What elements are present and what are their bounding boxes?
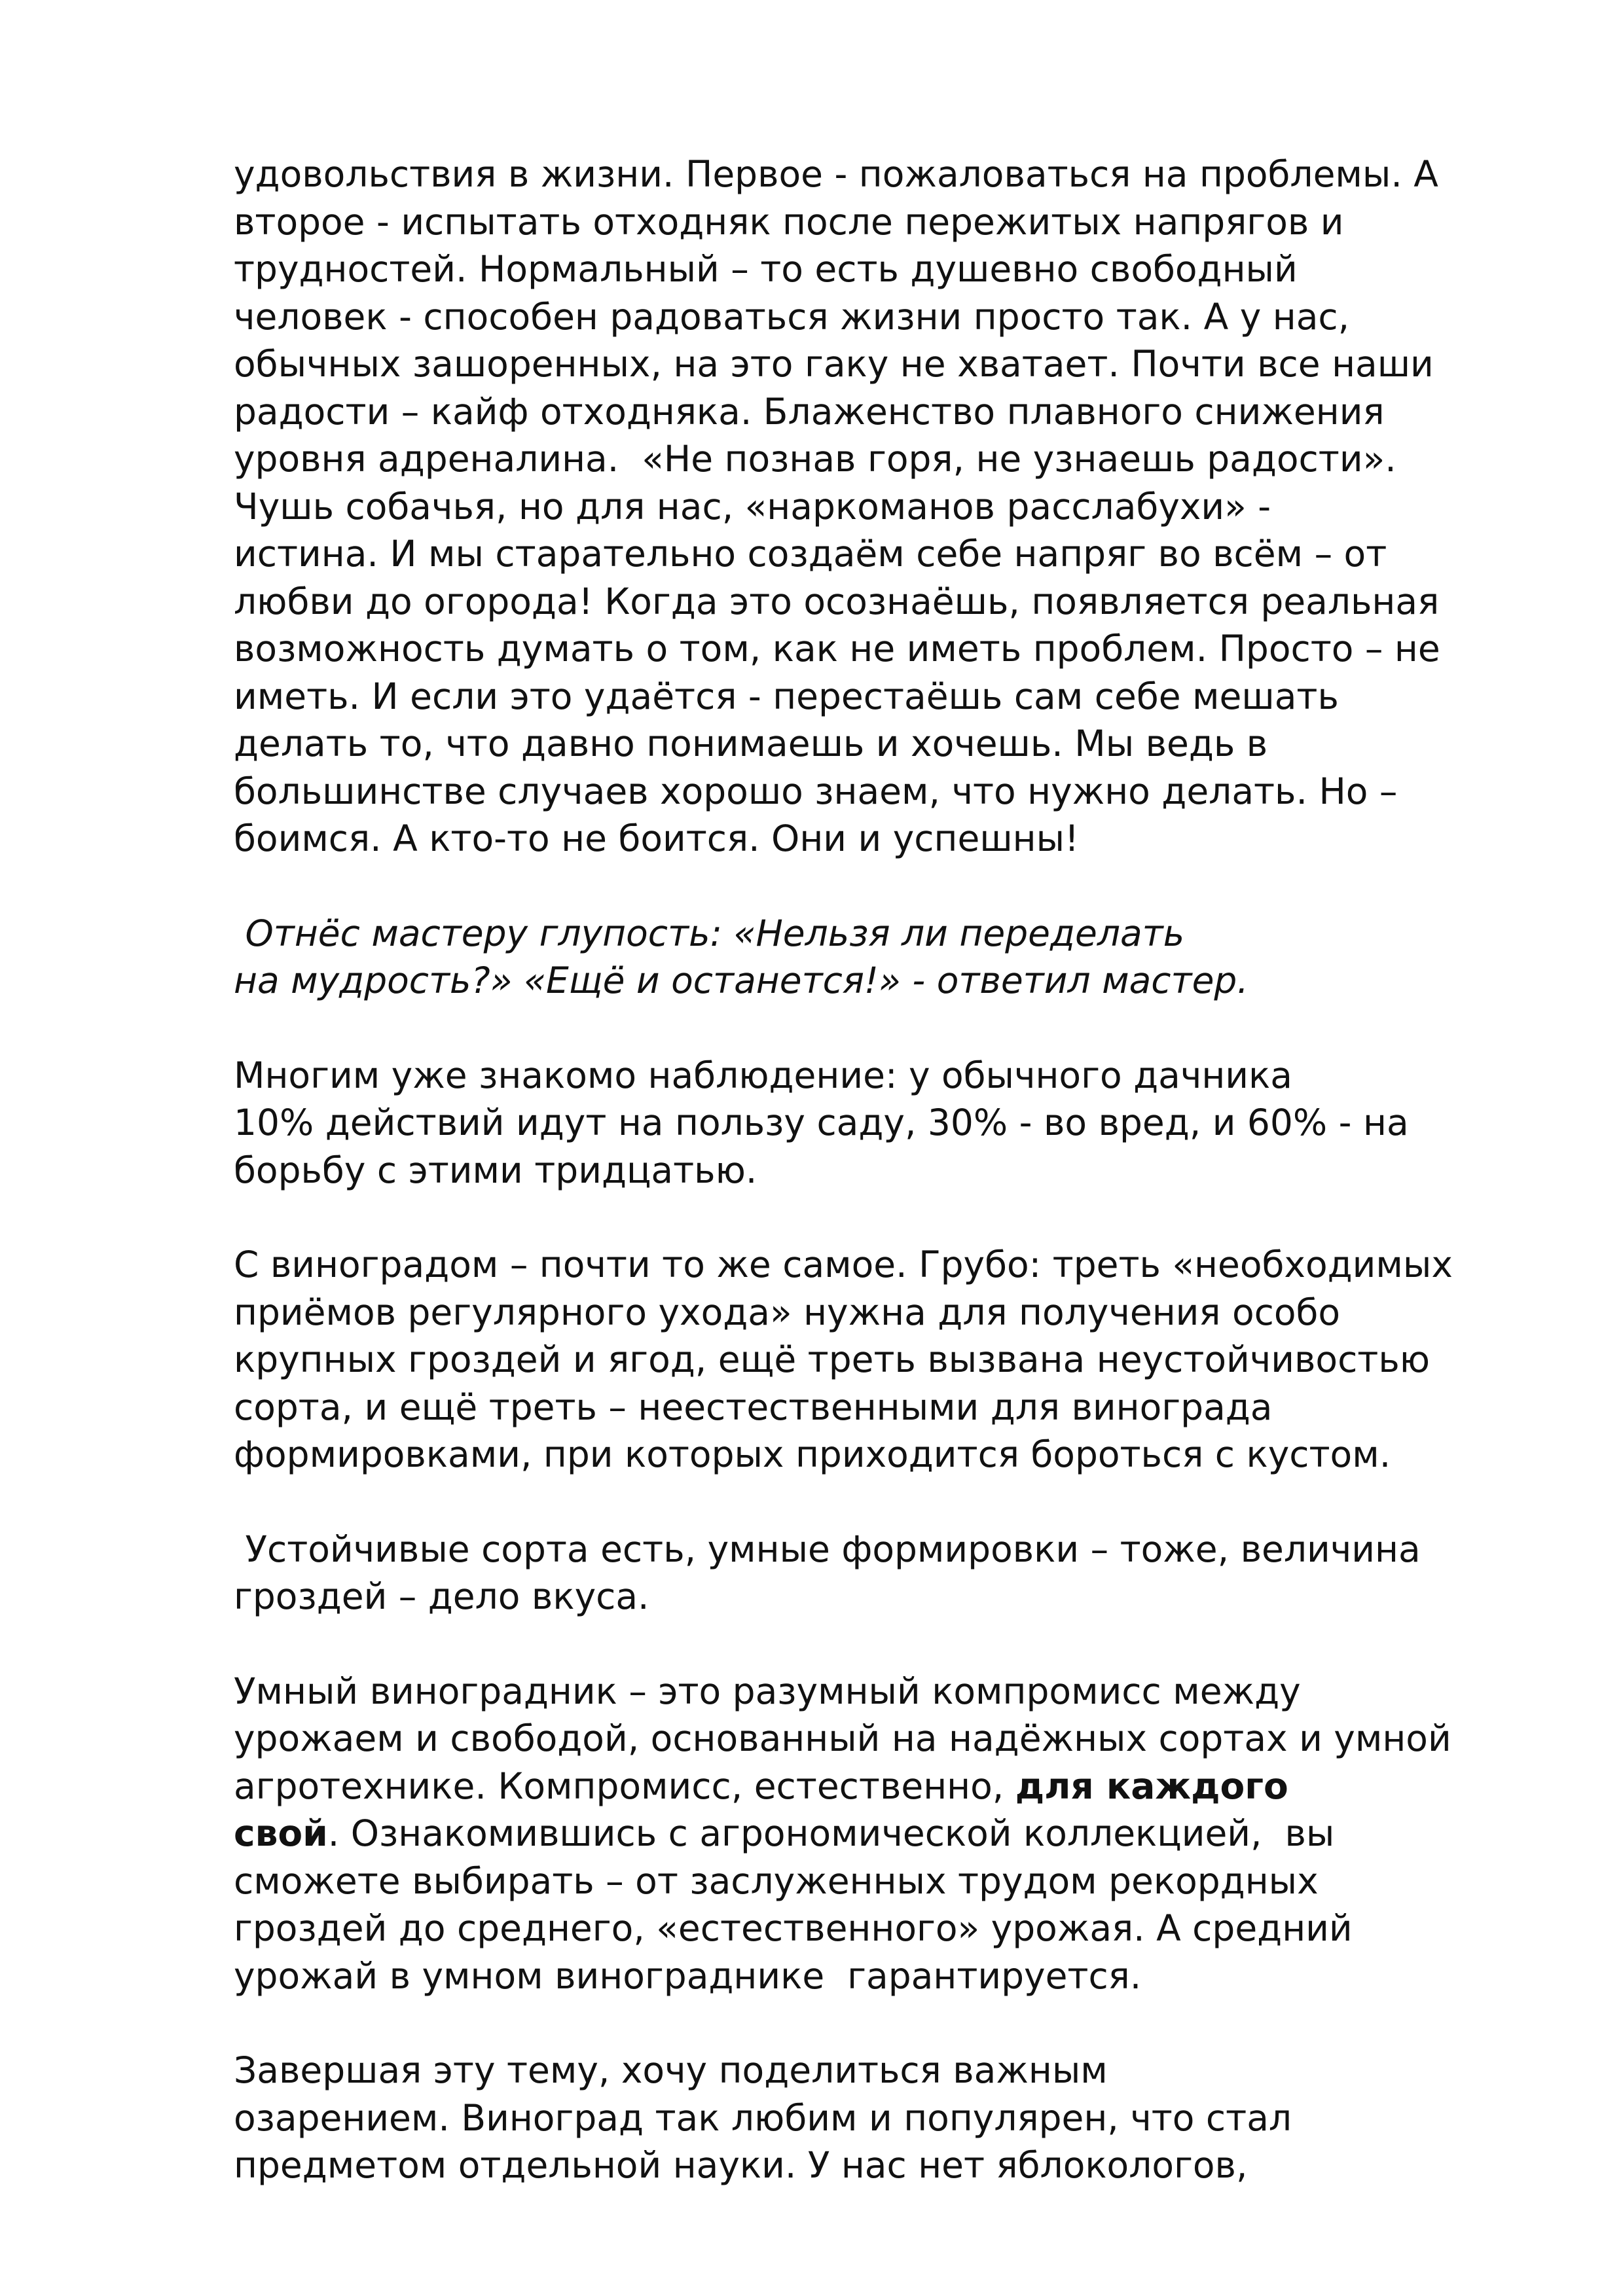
quote-paragraph bbox=[234, 910, 1543, 1005]
text-line: приёмов регулярного ухода» нужна для получения особо bbox=[234, 1291, 1341, 1333]
text-line: формировками, при которых приходится бороться с кустом. bbox=[234, 1433, 1391, 1475]
text-line: Чушь собачья, но для нас, «наркоманов расслабухи» - bbox=[234, 485, 1271, 528]
text-line: истина. И мы старательно создаём себе напряг во всём – от bbox=[234, 533, 1387, 575]
text-line: Умный виноградник – это разумный компромисс между bbox=[234, 1670, 1301, 1712]
text-line: боимся. А кто-то не боится. Они и успешны! bbox=[234, 817, 1080, 859]
text-line: второе - испытать отходняк после пережитых напрягов и bbox=[234, 200, 1344, 243]
text-line: сможете выбирать – от заслуженных трудом рекордных bbox=[234, 1859, 1319, 1902]
text-line: крупных гроздей и ягод, ещё треть вызвана неустойчивостью bbox=[234, 1338, 1431, 1380]
paragraph-1 bbox=[234, 151, 1543, 863]
text-run: агротехнике. Компромисс, естественно, bbox=[234, 1765, 1015, 1807]
paragraph-5 bbox=[234, 1526, 1543, 1621]
emphasis-text: свой bbox=[234, 1812, 328, 1854]
quote-line: на мудрость?» «Ещё и останется!» - ответил мастер. bbox=[234, 960, 1249, 1001]
text-line: любви до огорода! Когда это осознаёшь, появляется реальная bbox=[234, 580, 1440, 622]
text-line: предметом отдельной науки. У нас нет яблокологов, bbox=[234, 2144, 1248, 2186]
text-line: большинстве случаев хорошо знаем, что нужно делать. Но – bbox=[234, 770, 1398, 812]
quote-line: Отнёс мастеру глупость: «Нельзя ли переделать bbox=[234, 912, 1185, 954]
paragraph-3 bbox=[234, 1052, 1543, 1194]
text-line: делать то, что давно понимаешь и хочешь. Мы ведь в bbox=[234, 723, 1268, 764]
text-line: гроздей до среднего, «естественного» урожая. А средний bbox=[234, 1907, 1353, 1949]
text-line: обычных зашоренных, на это гаку не хватает. Почти все наши bbox=[234, 343, 1434, 385]
text-line: борьбу с этими тридцатью. bbox=[234, 1149, 757, 1191]
paragraph-7 bbox=[234, 2047, 1543, 2189]
text-line: сорта, и ещё треть – неестественными для винограда bbox=[234, 1386, 1273, 1428]
text-line: удовольствия в жизни. Первое - пожаловаться на проблемы. А bbox=[234, 153, 1438, 195]
text-line: С виноградом – почти то же самое. Грубо: треть «необходимых bbox=[234, 1244, 1453, 1285]
document-body bbox=[234, 151, 1543, 2236]
text-line: трудностей. Нормальный – то есть душевно свободный bbox=[234, 248, 1298, 290]
text-line: озарением. Виноград так любим и популярен, что стал bbox=[234, 2096, 1292, 2139]
emphasis-text: для каждого bbox=[1015, 1765, 1288, 1807]
text-run: . Ознакомившись с агрономической коллекцией, вы bbox=[327, 1812, 1335, 1854]
text-line: урожай в умном винограднике гарантируется. bbox=[234, 1954, 1142, 1997]
text-line: человек - способен радоваться жизни просто так. А у нас, bbox=[234, 295, 1350, 338]
text-line: гроздей – дело вкуса. bbox=[234, 1575, 649, 1617]
paragraph-6 bbox=[234, 1668, 1543, 2000]
paragraph-4 bbox=[234, 1241, 1543, 1479]
text-line: возможность думать о том, как не иметь проблем. Просто – не bbox=[234, 628, 1440, 670]
text-line: Завершая эту тему, хочу поделиться важным bbox=[234, 2049, 1108, 2091]
text-line: 10% действий идут на пользу саду, 30% - во вред, и 60% - на bbox=[234, 1102, 1409, 1143]
text-line-mixed bbox=[234, 1763, 1543, 1810]
text-line: урожаем и свободой, основанный на надёжных сортах и умной bbox=[234, 1717, 1451, 1759]
text-line: иметь. И если это удаётся - перестаёшь сам себе мешать bbox=[234, 675, 1339, 717]
text-line-mixed bbox=[234, 1810, 1543, 1857]
text-line: уровня адреналина. «Не познав горя, не узнаешь радости». bbox=[234, 438, 1396, 480]
text-line: Многим уже знакомо наблюдение: у обычного дачника bbox=[234, 1054, 1292, 1096]
text-line: Устойчивые сорта есть, умные формировки – тоже, величина bbox=[234, 1528, 1421, 1570]
text-line: радости – кайф отходняка. Блаженство плавного снижения bbox=[234, 390, 1385, 433]
